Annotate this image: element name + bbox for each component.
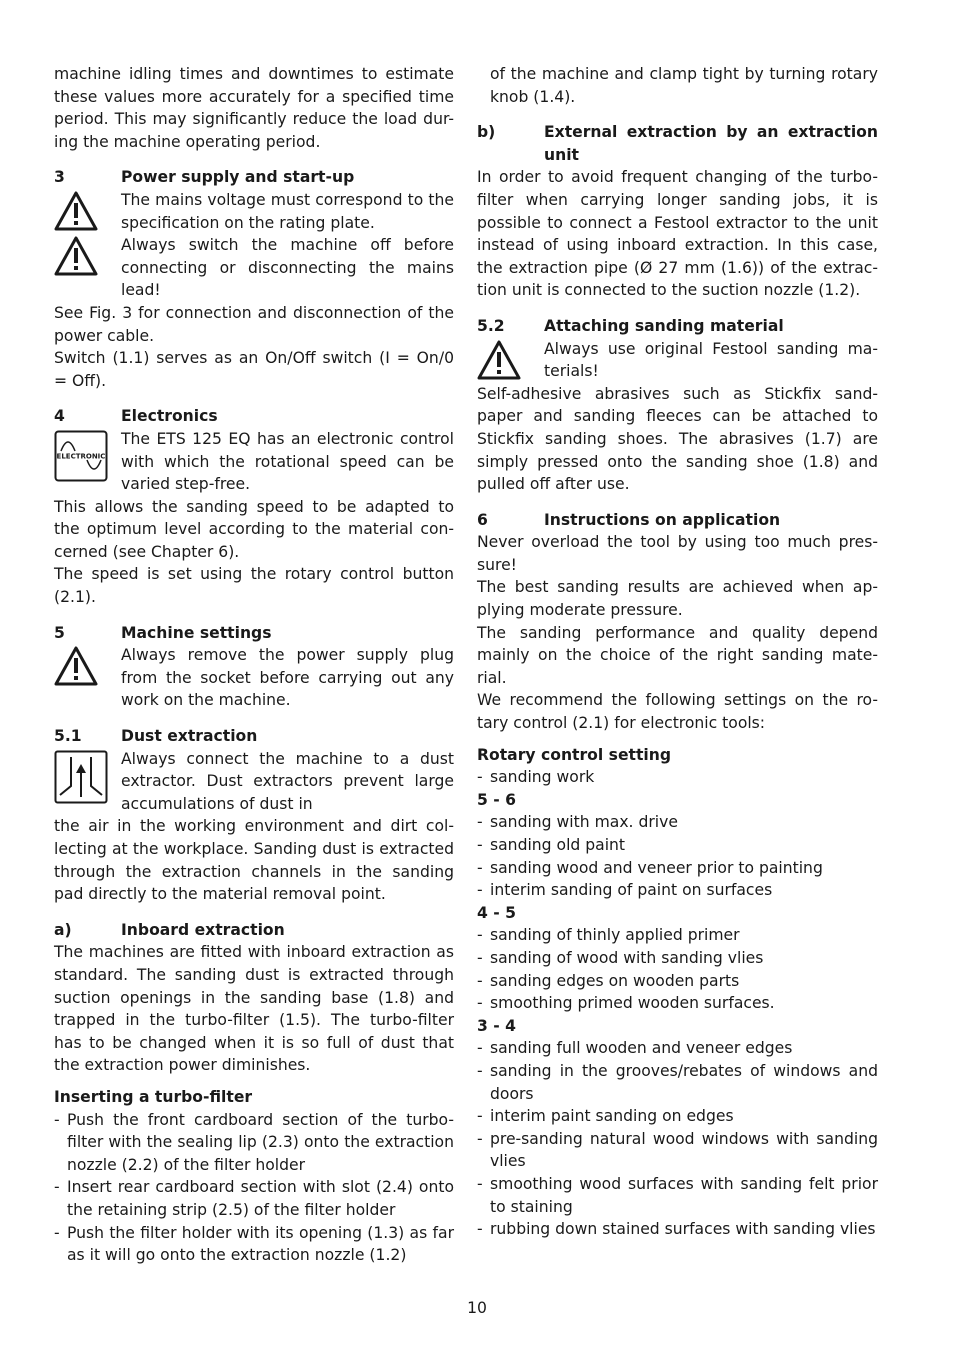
list-item-text: sanding in the grooves/rebates of windows and doors (490, 1061, 878, 1103)
dust-extraction-icon (54, 750, 108, 804)
list-item: - pre-sanding natural wood windows with sanding vlies (477, 1128, 878, 1173)
section-number: 5.1 (54, 727, 82, 746)
list-item: - sanding in the grooves/rebates of windows and doors (477, 1060, 878, 1105)
section-title: External extraction by an extraction unit (544, 123, 878, 164)
list-item-text: sanding edges on wooden parts (490, 971, 740, 990)
list-item-text: sanding work (490, 768, 595, 787)
paragraph: the air in the working environment and dirt col-lecting at the workplace. Sanding dust is extracted through the extraction channels in the sanding pad directly to the material removal point. (54, 817, 454, 904)
electronic-label: ELECTRONIC (56, 452, 106, 461)
list-item-text: sanding old paint (490, 836, 626, 854)
section-number: b) (477, 123, 496, 142)
paragraph: See Fig. 3 for connection and disconnection of the power cable. (54, 303, 454, 345)
section-4-heading (54, 405, 454, 428)
section-number: 5 (54, 623, 65, 642)
warning-text: Always switch the machine off before connecting or disconnecting the mains lead! (121, 236, 454, 300)
list-item-text: sanding full wooden and veneer edges (490, 1039, 793, 1058)
filter-steps-list (54, 1109, 454, 1267)
section-number: 4 (54, 407, 65, 426)
page-number: 10 (467, 1299, 487, 1317)
list-item: - smoothing primed wooden surfaces. (477, 992, 878, 1015)
section-title: Inboard extraction (121, 920, 285, 939)
section-5-heading (54, 622, 454, 645)
paragraph: Self-adhesive abrasives such as Stickfix sand-paper and sanding fleeces can be attached to Stickfix sanding shoes. The abrasives (1.7) are simply pressed onto the sanding shoe (1.8) and pulled off after use. (477, 384, 878, 494)
list-item-text: Push the front cardboard section of the turbo-filter with the sealing lip (2.3) onto the extraction nozzle (2.2) of the filter holder (67, 1110, 454, 1174)
warning-block (54, 644, 454, 712)
section-title: Electronics (121, 407, 218, 426)
paragraph: Never overload the tool by using too much pres-sure! (477, 533, 878, 574)
list-item: - Push the front cardboard section of the turbo-filter with the sealing lip (2.3) onto the extraction nozzle (2.2) of the filter holder (54, 1109, 454, 1177)
list-item-text: interim sanding of paint on surfaces (490, 881, 773, 900)
list-item: - sanding edges on wooden parts (477, 970, 878, 993)
warning-text: Always use original Festool sanding ma-terials! (544, 339, 878, 381)
list-item: - smoothing wood surfaces with sanding felt prior to staining (477, 1173, 878, 1218)
warning-icon (54, 236, 98, 276)
warning-block (477, 338, 878, 383)
list-item: - interim paint sanding on edges (477, 1105, 878, 1128)
list-item: - interim sanding of paint on surfaces (477, 879, 878, 902)
section-number: 5.2 (477, 316, 505, 335)
section-text: Always connect the machine to a dust extractor. Dust extractors prevent large accumulations of dust in (121, 749, 454, 813)
section-title: Attaching sanding material (544, 316, 784, 335)
section-title: Power supply and start-up (121, 168, 355, 187)
section-3-heading (54, 166, 454, 189)
right-column (477, 63, 878, 1241)
list-item-text: Push the filter holder with its opening (1.3) as far as it will go onto the extraction nozzle (1.2) (67, 1223, 454, 1265)
warning-block (54, 234, 454, 302)
list-item: - Insert rear cardboard section with slot (2.4) onto the retaining strip (2.5) of the filter holder (54, 1176, 454, 1221)
subheading: Rotary control setting (477, 745, 672, 764)
list-item-text: sanding of thinly applied primer (490, 926, 740, 945)
paragraph: The sanding performance and quality depend mainly on the choice of the right sanding mate-rial. (477, 623, 878, 687)
list-item-text: rubbing down stained surfaces with sanding vlies (490, 1220, 876, 1239)
setting-range-label: 5 - 6 (477, 790, 517, 809)
section-a-heading (54, 919, 454, 942)
list-item: - sanding work (477, 766, 878, 789)
paragraph: We recommend the following settings on the ro-tary control (2.1) for electronic tools: (477, 691, 878, 733)
subheading: Inserting a turbo-filter (54, 1087, 253, 1106)
section-5-2-heading (477, 315, 878, 338)
paragraph: Switch (1.1) serves as an On/Off switch (I = On/0 = Off). (54, 349, 454, 390)
continued-text: of the machine and clamp tight by turning rotary knob (1.4). (490, 65, 878, 106)
warning-block (54, 189, 454, 234)
intro-paragraph: machine idling times and downtimes to estimate these values more accurately for a specified time period. This may significantly reduce the load dur-ing the machine operating period. (54, 65, 454, 151)
left-column (54, 63, 454, 1267)
dust-extraction-block (54, 748, 454, 816)
list-item-text: sanding with max. drive (490, 813, 678, 832)
section-text: The ETS 125 EQ has an electronic control with which the rotational speed can be varied step-free. (121, 429, 454, 494)
warning-icon (54, 646, 98, 686)
section-6-heading (477, 509, 878, 532)
list-item-text: smoothing primed wooden surfaces. (490, 994, 775, 1013)
section-number: 3 (54, 168, 65, 187)
paragraph: In order to avoid frequent changing of the turbo-filter when carrying longer sanding jobs, it is possible to connect a Festool extractor to the unit instead of using inboard extraction. In this case, the extraction pipe (Ø 27 mm (1.6)) of the extrac-tion unit is connected to the suction nozzle (1.2). (477, 168, 878, 300)
list-item-text: sanding wood and veneer prior to painting (490, 858, 823, 877)
warning-text: The mains voltage must correspond to the specification on the rating plate. (121, 190, 454, 232)
warning-icon (477, 340, 521, 380)
section-number: 6 (477, 510, 488, 529)
section-b-heading (477, 121, 878, 166)
section-title: Machine settings (121, 623, 272, 642)
list-item: - Push the filter holder with its opening (1.3) as far as it will go onto the extraction nozzle (1.2) (54, 1222, 454, 1267)
section-5-1-heading (54, 725, 454, 748)
electronic-control-icon (54, 430, 108, 482)
list-item: - sanding wood and veneer prior to painting (477, 857, 878, 880)
list-item-text: pre-sanding natural wood windows with sanding vlies (490, 1129, 878, 1171)
section-title: Dust extraction (121, 727, 258, 746)
list-item: - sanding with max. drive (477, 811, 878, 834)
setting-range-label: 4 - 5 (477, 903, 517, 922)
section-number: a) (54, 920, 72, 939)
rotary-settings-list (477, 789, 878, 1241)
list-item: - rubbing down stained surfaces with sanding vlies (477, 1218, 878, 1241)
list-item: - sanding old paint (477, 834, 878, 857)
list-item: - sanding full wooden and veneer edges (477, 1037, 878, 1060)
warning-text: Always remove the power supply plug from the socket before carrying out any work on the machine. (121, 646, 454, 710)
list-item-text: sanding of wood with sanding vlies (490, 948, 764, 967)
list-item: - sanding of thinly applied primer (477, 924, 878, 947)
warning-icon (54, 191, 98, 231)
section-title: Instructions on application (544, 510, 781, 529)
paragraph: The best sanding results are achieved when ap-plying moderate pressure. (477, 578, 878, 620)
paragraph: The speed is set using the rotary control button (2.1). (54, 565, 454, 607)
list-item-text: smoothing wood surfaces with sanding felt prior to staining (490, 1174, 878, 1216)
paragraph: The machines are fitted with inboard extraction as standard. The sanding dust is extracted through suction openings in the sanding base (1.8) and trapped in the turbo-filter (1.5). The turbo-filter has to be changed when it is so full of dust that the extraction power diminishes. (54, 943, 454, 1075)
setting-range-label: 3 - 4 (477, 1016, 517, 1035)
paragraph: This allows the sanding speed to be adapted to the optimum level according to the material con-cerned (see Chapter 6). (54, 497, 454, 561)
list-item-text: interim paint sanding on edges (490, 1107, 734, 1126)
electronic-block (54, 428, 454, 496)
list-item: - sanding of wood with sanding vlies (477, 947, 878, 970)
list-item-text: Insert rear cardboard section with slot (2.4) onto the retaining strip (2.5) of the filter holder (67, 1178, 454, 1219)
